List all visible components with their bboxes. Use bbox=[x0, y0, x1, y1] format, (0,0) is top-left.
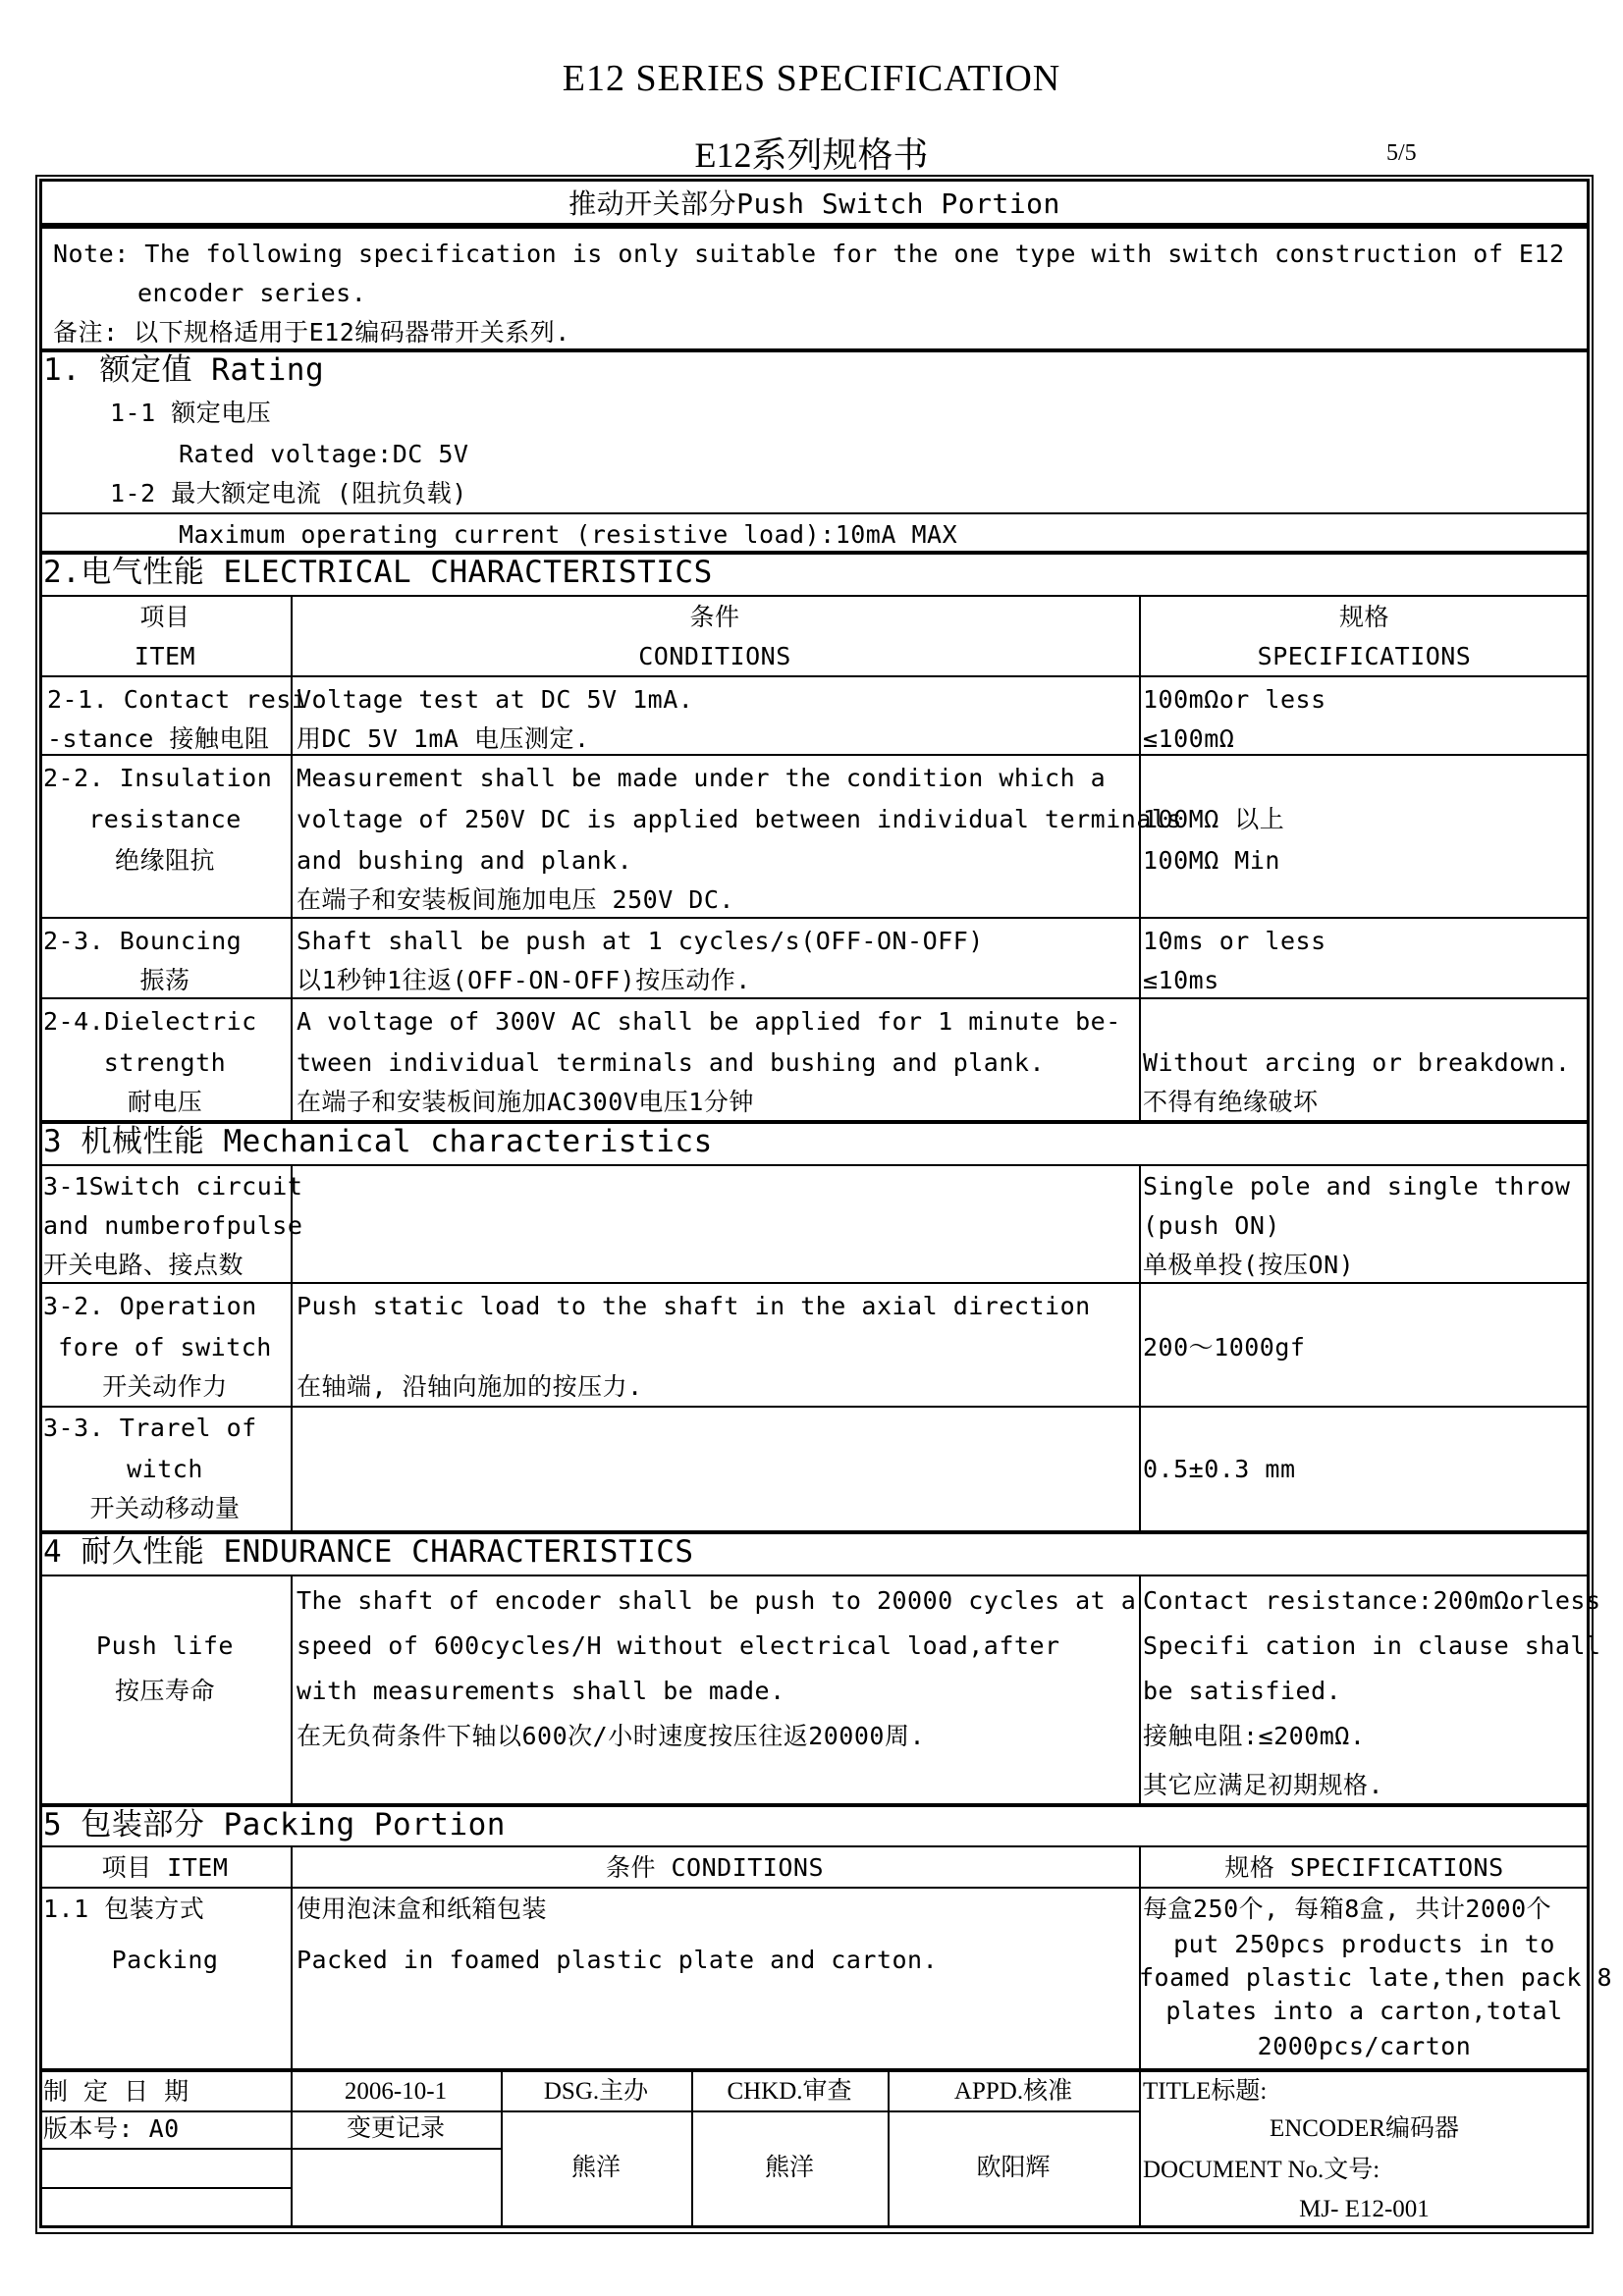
rating-title: 1. 额定值 Rating bbox=[43, 352, 325, 388]
header-conditions: 条件 CONDITIONS bbox=[605, 1853, 825, 1882]
electrical-column-divider bbox=[1139, 595, 1141, 1123]
table-cell-item: 耐电压 bbox=[127, 1088, 203, 1116]
table-cell-spec: 每盒250个, 每箱8盒, 共计2000个 bbox=[1143, 1895, 1552, 1923]
table-cell-item: 3-1Switch circuit bbox=[43, 1172, 303, 1201]
table-cell-condition: voltage of 250V DC is applied between individual terminals bbox=[297, 805, 1182, 833]
table-cell-spec: 100MΩ 以上 bbox=[1143, 805, 1285, 833]
table-cell-condition: Push static load to the shaft in the axial direction bbox=[297, 1292, 1091, 1320]
table-cell-spec: Single pole and single throw bbox=[1143, 1172, 1571, 1201]
footer-date-value: 2006-10-1 bbox=[344, 2078, 448, 2105]
table-cell-spec: Specifi cation in clause shall bbox=[1143, 1631, 1601, 1660]
electrical-row-divider bbox=[39, 917, 1590, 919]
table-cell-item: 2-2. Insulation bbox=[43, 764, 273, 792]
table-cell-spec: 0.5±0.3 mm bbox=[1143, 1455, 1296, 1483]
packing-title: 5 包装部分 Packing Portion bbox=[43, 1807, 506, 1842]
footer-appd-name: 欧阳辉 bbox=[976, 2155, 1051, 2181]
table-cell-condition: 用DC 5V 1mA 电压测定. bbox=[297, 724, 590, 753]
note-line: encoder series. bbox=[137, 279, 367, 307]
table-cell-condition: 在无负荷条件下轴以600次/小时速度按压往返20000周. bbox=[297, 1722, 926, 1750]
table-cell-item: witch bbox=[127, 1455, 203, 1483]
table-cell-spec: foamed plastic late,then pack 8 bbox=[1139, 1963, 1613, 1992]
footer-title-value: ENCODER编码器 bbox=[1269, 2115, 1460, 2142]
endurance-title-divider bbox=[39, 1575, 1590, 1576]
electrical-row-divider bbox=[39, 754, 1590, 756]
table-cell-spec: 10ms or less bbox=[1143, 927, 1326, 955]
table-cell-condition: speed of 600cycles/H without electrical load,after bbox=[297, 1631, 1060, 1660]
mechanical-title: 3 机械性能 Mechanical characteristics bbox=[43, 1124, 713, 1159]
table-cell-condition: Measurement shall be made under the condition which a bbox=[297, 764, 1107, 792]
table-cell-spec: 100mΩor less bbox=[1143, 685, 1326, 714]
footer-docno-label: DOCUMENT No.文号: bbox=[1143, 2157, 1380, 2183]
electrical-title: 2.电气性能 ELECTRICAL CHARACTERISTICS bbox=[43, 555, 713, 590]
document-title-cn: E12系列规格书 bbox=[694, 135, 929, 175]
electrical-box bbox=[39, 552, 1590, 1123]
table-cell-item: resistance bbox=[88, 805, 242, 833]
packing-header-divider bbox=[39, 1887, 1590, 1889]
footer-divider bbox=[39, 2110, 1139, 2112]
electrical-row-divider bbox=[39, 997, 1590, 999]
table-cell-condition: tween individual terminals and bushing and plank. bbox=[297, 1048, 1046, 1077]
footer-version-label: 版本号: A0 bbox=[43, 2114, 180, 2143]
table-cell-condition: A voltage of 300V AC shall be applied for 1 minute be- bbox=[297, 1007, 1121, 1036]
footer-dsg-label: DSG.主办 bbox=[543, 2078, 649, 2105]
endurance-column-divider bbox=[1139, 1575, 1141, 1806]
rating-item-value: Maximum operating current (resistive load):10mA MAX bbox=[179, 520, 958, 549]
rating-item-label: 1-1 额定电压 bbox=[110, 399, 272, 427]
table-cell-spec: ≤100mΩ bbox=[1143, 724, 1235, 753]
note-line: Note: The following specification is only suitable for the one type with switch construction of E12 bbox=[53, 240, 1565, 268]
header-specifications: 规格 bbox=[1338, 603, 1389, 631]
table-cell-condition: 在轴端, 沿轴向施加的按压力. bbox=[297, 1372, 643, 1401]
table-cell-item: fore of switch bbox=[58, 1333, 272, 1362]
mechanical-row-divider bbox=[39, 1406, 1590, 1408]
table-cell-item: strength bbox=[103, 1048, 227, 1077]
table-cell-spec: 接触电阻:≤200mΩ. bbox=[1143, 1722, 1366, 1750]
table-cell-spec: 不得有绝缘破坏 bbox=[1143, 1088, 1319, 1116]
mechanical-column-divider bbox=[1139, 1164, 1141, 1533]
electrical-title-divider bbox=[39, 595, 1590, 597]
footer-divider bbox=[39, 2148, 501, 2150]
table-cell-item: 开关电路、接点数 bbox=[43, 1251, 244, 1279]
table-cell-item: 2-4.Dielectric bbox=[43, 1007, 257, 1036]
table-cell-item: 2-3. Bouncing bbox=[43, 927, 243, 955]
table-cell-item: 3-3. Trarel of bbox=[43, 1414, 257, 1442]
table-cell-item: 按压寿命 bbox=[114, 1677, 215, 1705]
rating-item-label: 1-2 最大额定电流 (阻抗负载) bbox=[110, 479, 467, 507]
mechanical-title-divider bbox=[39, 1164, 1590, 1166]
header-specifications: 规格 SPECIFICATIONS bbox=[1224, 1853, 1504, 1882]
header-conditions: CONDITIONS bbox=[638, 642, 791, 670]
table-cell-item: Packing bbox=[111, 1946, 219, 1974]
endurance-title: 4 耐久性能 ENDURANCE CHARACTERISTICS bbox=[43, 1534, 694, 1570]
table-cell-condition: Packed in foamed plastic plate and carton. bbox=[297, 1946, 939, 1974]
table-cell-condition: 使用泡沫盒和纸箱包装 bbox=[297, 1895, 548, 1923]
table-cell-condition: Voltage test at DC 5V 1mA. bbox=[297, 685, 694, 714]
packing-title-divider bbox=[39, 1845, 1590, 1847]
table-cell-spec: 其它应满足初期规格. bbox=[1143, 1771, 1384, 1799]
footer-chkd-name: 熊洋 bbox=[764, 2155, 814, 2181]
table-cell-item: 绝缘阻抗 bbox=[114, 846, 215, 875]
table-cell-spec: ≤10ms bbox=[1143, 966, 1219, 994]
table-cell-item: Push life bbox=[96, 1631, 234, 1660]
footer-change-label: 变更记录 bbox=[346, 2115, 445, 2142]
table-cell-item: -stance 接触电阻 bbox=[47, 724, 270, 753]
table-cell-item: 开关动作力 bbox=[102, 1372, 228, 1401]
table-cell-item: 1.1 包装方式 bbox=[43, 1895, 205, 1923]
header-item: ITEM bbox=[134, 642, 196, 670]
portion-title: 推动开关部分Push Switch Portion bbox=[568, 187, 1060, 220]
footer-date-label: 制 定 日 期 bbox=[43, 2077, 189, 2106]
table-cell-item: 振荡 bbox=[139, 966, 190, 994]
rating-divider bbox=[39, 512, 1590, 514]
note-line: 备注: 以下规格适用于E12编码器带开关系列. bbox=[53, 318, 570, 347]
table-cell-condition: The shaft of encoder shall be push to 20000 cycles at a bbox=[297, 1586, 1137, 1615]
table-cell-condition: and bushing and plank. bbox=[297, 846, 633, 875]
header-item: 项目 bbox=[139, 603, 190, 631]
electrical-column-divider bbox=[291, 595, 293, 1123]
footer-docno-value: MJ- E12-001 bbox=[1299, 2196, 1430, 2222]
table-cell-condition: with measurements shall be made. bbox=[297, 1677, 785, 1705]
header-item: 项目 ITEM bbox=[101, 1853, 229, 1882]
header-conditions: 条件 bbox=[689, 603, 740, 631]
footer-appd-label: APPD.核准 bbox=[953, 2078, 1073, 2105]
footer-divider bbox=[39, 2187, 291, 2189]
footer-title-label: TITLE标题: bbox=[1143, 2078, 1268, 2105]
table-cell-spec: be satisfied. bbox=[1143, 1677, 1342, 1705]
table-cell-spec: Contact resistance:200mΩorless bbox=[1143, 1586, 1601, 1615]
table-cell-item: 开关动移动量 bbox=[89, 1494, 241, 1522]
table-cell-spec: 2000pcs/carton bbox=[1257, 2032, 1472, 2060]
document-title-en: E12 SERIES SPECIFICATION bbox=[562, 58, 1061, 99]
table-cell-item: and numberofpulse bbox=[43, 1211, 303, 1240]
electrical-header-divider bbox=[39, 675, 1590, 677]
table-cell-condition: 在端子和安装板间施加AC300V电压1分钟 bbox=[297, 1088, 754, 1116]
endurance-box bbox=[39, 1531, 1590, 1806]
table-cell-item: 3-2. Operation bbox=[43, 1292, 257, 1320]
table-cell-spec: plates into a carton,total bbox=[1165, 1997, 1563, 2025]
mechanical-row-divider bbox=[39, 1282, 1590, 1284]
table-cell-spec: 100MΩ Min bbox=[1143, 846, 1280, 875]
header-specifications: SPECIFICATIONS bbox=[1257, 642, 1472, 670]
table-cell-spec: (push ON) bbox=[1143, 1211, 1280, 1240]
rating-item-value: Rated voltage:DC 5V bbox=[179, 440, 469, 468]
table-cell-spec: 单极单投(按压ON) bbox=[1143, 1251, 1355, 1279]
page-number: 5/5 bbox=[1386, 140, 1417, 166]
table-cell-condition: 在端子和安装板间施加电压 250V DC. bbox=[297, 885, 734, 914]
table-cell-item: 2-1. Contact resi bbox=[47, 685, 307, 714]
table-cell-spec: 200～1000gf bbox=[1143, 1333, 1306, 1362]
footer-dsg-name: 熊洋 bbox=[570, 2155, 621, 2181]
table-cell-condition: 以1秒钟1往返(OFF-ON-OFF)按压动作. bbox=[297, 966, 751, 994]
table-cell-spec: Without arcing or breakdown. bbox=[1143, 1048, 1571, 1077]
footer-chkd-label: CHKD.审查 bbox=[727, 2078, 852, 2105]
table-cell-spec: put 250pcs products in to bbox=[1173, 1930, 1555, 1958]
endurance-column-divider bbox=[291, 1575, 293, 1806]
table-cell-condition: Shaft shall be push at 1 cycles/s(OFF-ON-OFF) bbox=[297, 927, 984, 955]
